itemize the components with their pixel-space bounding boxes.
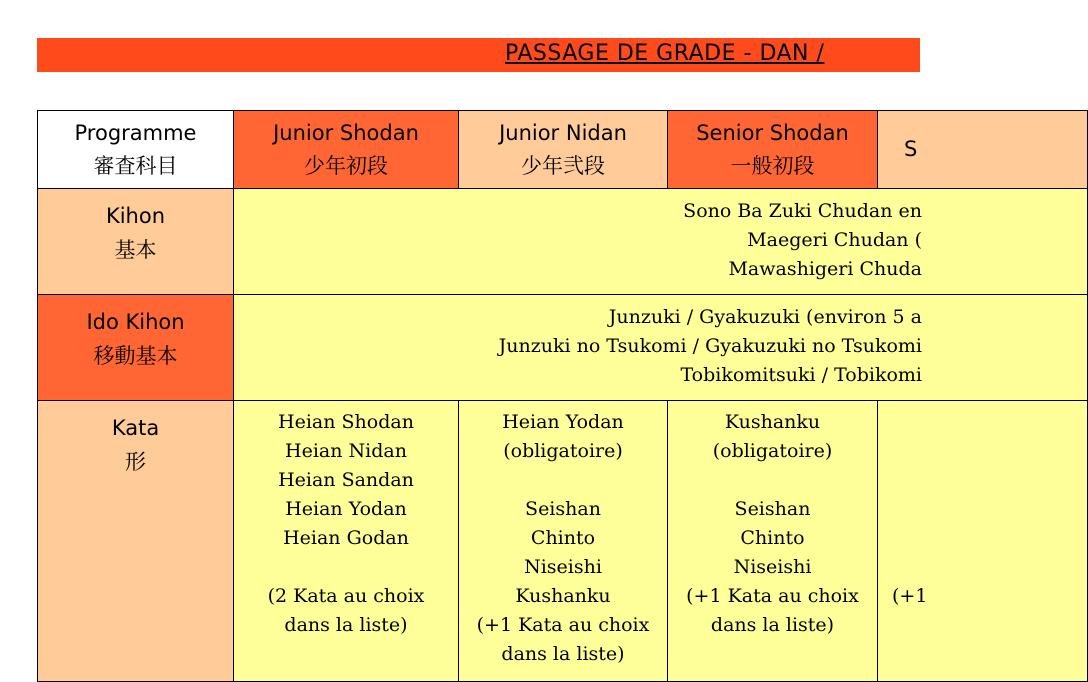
header-programme: Programme 審査科目	[38, 111, 234, 189]
ido-kihon-content: Junzuki / Gyakuzuki (environ 5 a Junzuki no Tsukomi / Gyakuzuki no Tsukomi Tobikomitsuki / Tobikomi	[234, 295, 1088, 401]
spacer	[892, 553, 1087, 582]
row-label-kihon: Kihon 基本	[38, 189, 234, 295]
kihon-content: Sono Ba Zuki Chudan en Maegeri Chudan ( Mawashigeri Chuda	[234, 189, 1088, 295]
kata-junior-shodan: Heian Shodan Heian Nidan Heian Sandan Heian Yodan Heian Godan (2 Kata au choix dans la liste)	[234, 401, 459, 682]
kata-junior-nidan: Heian Yodan (obligatoire) Seishan Chinto Niseishi Kushanku (+1 Kata au choix dans la liste)	[459, 401, 668, 682]
spacer	[892, 408, 1087, 437]
header-junior-shodan: Junior Shodan 少年初段	[234, 111, 459, 189]
spacer	[892, 495, 1087, 524]
header-senior-shodan: Senior Shodan 一般初段	[668, 111, 878, 189]
spacer	[459, 466, 667, 495]
title-banner	[37, 38, 920, 72]
spacer	[892, 437, 1087, 466]
grade-table	[37, 110, 1088, 682]
spacer	[234, 553, 458, 582]
spacer	[892, 466, 1087, 495]
row-label-ido-kihon: Ido Kihon 移動基本	[38, 295, 234, 401]
spacer	[668, 466, 877, 495]
kata-row	[38, 401, 1088, 682]
kihon-row	[38, 189, 1088, 295]
kata-next-grade: (+1	[878, 401, 1088, 682]
ido-kihon-row	[38, 295, 1088, 401]
header-row	[38, 111, 1088, 189]
row-label-kata: Kata 形	[38, 401, 234, 682]
header-junior-nidan: Junior Nidan 少年弐段	[459, 111, 668, 189]
kata-senior-shodan: Kushanku (obligatoire) Seishan Chinto Niseishi (+1 Kata au choix dans la liste)	[668, 401, 878, 682]
spacer	[892, 524, 1087, 553]
page-title: PASSAGE DE GRADE - DAN /	[505, 41, 825, 66]
header-next-grade: S	[878, 111, 1088, 189]
